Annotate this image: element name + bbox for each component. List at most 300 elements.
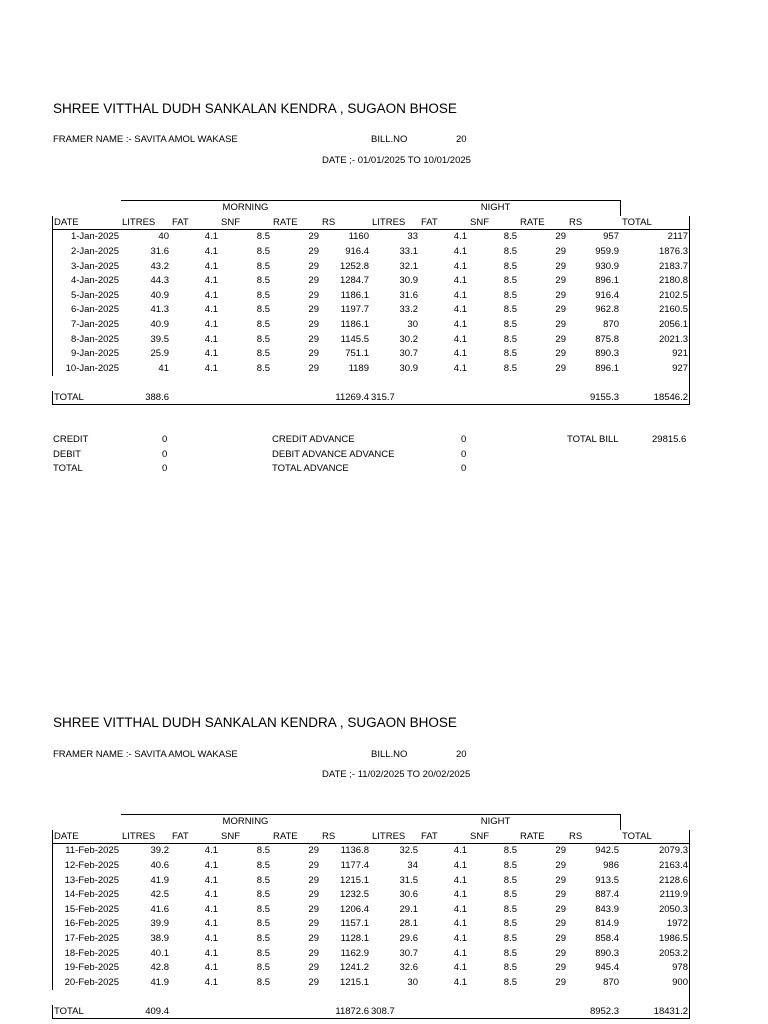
table-row bbox=[53, 931, 690, 946]
cell-morning-snf: 8.5 bbox=[220, 273, 272, 288]
cell-night-rs: 870 bbox=[568, 317, 621, 332]
totals-row bbox=[53, 1004, 690, 1019]
cell-night-rs: 962.8 bbox=[568, 303, 621, 318]
table-row bbox=[53, 844, 690, 859]
cell-night-rate: 29 bbox=[519, 230, 568, 245]
table-row bbox=[53, 244, 690, 259]
cell-night-snf: 8.5 bbox=[469, 303, 519, 318]
cell-morning-litres: 39.5 bbox=[121, 332, 171, 347]
cell-night-rate: 29 bbox=[519, 917, 568, 932]
credit-value: 0 bbox=[162, 434, 168, 445]
cell-morning-snf: 8.5 bbox=[220, 873, 272, 888]
cell-row-total: 2180.8 bbox=[621, 273, 690, 288]
cell-night-rs: 875.8 bbox=[568, 332, 621, 347]
cell-morning-rs: 1232.5 bbox=[321, 887, 371, 902]
table-row bbox=[53, 887, 690, 902]
cell-night-rs: 959.9 bbox=[568, 244, 621, 259]
cell-night-fat: 4.1 bbox=[420, 346, 469, 361]
cell-morning-litres: 39.9 bbox=[121, 917, 171, 932]
cell-date: 18-Feb-2025 bbox=[53, 946, 121, 961]
cell-night-fat: 4.1 bbox=[420, 902, 469, 917]
cell-row-total: 2053.2 bbox=[621, 946, 690, 961]
total-bill-value: 29815.6 bbox=[652, 434, 687, 445]
cell-night-snf: 8.5 bbox=[469, 288, 519, 303]
cell-morning-litres: 41.6 bbox=[121, 902, 171, 917]
cell-night-litres: 30.7 bbox=[371, 946, 420, 961]
cell-morning-fat: 4.1 bbox=[171, 931, 220, 946]
cell-morning-rs: 1252.8 bbox=[321, 259, 371, 274]
cell-night-snf: 8.5 bbox=[469, 361, 519, 376]
cell-morning-litres: 41.9 bbox=[121, 873, 171, 888]
cell-morning-rate: 29 bbox=[272, 361, 321, 376]
cell-night-rs: 896.1 bbox=[568, 361, 621, 376]
total-advance-label: TOTAL ADVANCE bbox=[272, 463, 349, 474]
col-night-rate: RATE bbox=[519, 829, 568, 844]
cell-date: 7-Jan-2025 bbox=[53, 317, 121, 332]
cell-morning-fat: 4.1 bbox=[171, 917, 220, 932]
cell-row-total: 900 bbox=[621, 975, 690, 990]
cell-night-rate: 29 bbox=[519, 259, 568, 274]
cell-morning-snf: 8.5 bbox=[220, 288, 272, 303]
cell-morning-litres: 42.5 bbox=[121, 887, 171, 902]
cell-night-rate: 29 bbox=[519, 273, 568, 288]
cell-morning-snf: 8.5 bbox=[220, 317, 272, 332]
cell-morning-rs: 1284.7 bbox=[321, 273, 371, 288]
col-morning-litres: LITRES bbox=[121, 829, 171, 844]
cell-row-total: 927 bbox=[621, 361, 690, 376]
cell-night-rs: 890.3 bbox=[568, 346, 621, 361]
col-morning-rs: RS bbox=[321, 215, 371, 230]
cell-morning-litres: 41.3 bbox=[121, 303, 171, 318]
cell-morning-rate: 29 bbox=[272, 975, 321, 990]
cell-morning-fat: 4.1 bbox=[171, 902, 220, 917]
cell-morning-snf: 8.5 bbox=[220, 844, 272, 859]
cell-night-fat: 4.1 bbox=[420, 873, 469, 888]
cell-morning-rate: 29 bbox=[272, 960, 321, 975]
spacer-row bbox=[53, 990, 690, 1005]
total-night-rs: 8952.3 bbox=[568, 1004, 621, 1019]
cell-night-rs: 896.1 bbox=[568, 273, 621, 288]
cell-morning-rs: 1206.4 bbox=[321, 902, 371, 917]
debit-advance-label: DEBIT ADVANCE ADVANCE bbox=[272, 449, 395, 460]
total-morning-rs: 11872.6 bbox=[321, 1004, 371, 1019]
table-body bbox=[53, 230, 690, 376]
cell-morning-snf: 8.5 bbox=[220, 960, 272, 975]
cell-morning-litres: 41.9 bbox=[121, 975, 171, 990]
cell-night-litres: 31.5 bbox=[371, 873, 420, 888]
table-row bbox=[53, 960, 690, 975]
cell-morning-rate: 29 bbox=[272, 346, 321, 361]
cell-row-total: 921 bbox=[621, 346, 690, 361]
cell-row-total: 1986.5 bbox=[621, 931, 690, 946]
col-morning-fat: FAT bbox=[171, 829, 220, 844]
cell-morning-rs: 1157.1 bbox=[321, 917, 371, 932]
cell-date: 16-Feb-2025 bbox=[53, 917, 121, 932]
cell-morning-fat: 4.1 bbox=[171, 244, 220, 259]
night-header: NIGHT bbox=[371, 201, 621, 216]
cell-row-total: 1876.3 bbox=[621, 244, 690, 259]
cell-night-fat: 4.1 bbox=[420, 303, 469, 318]
cell-morning-fat: 4.1 bbox=[171, 960, 220, 975]
col-night-snf: SNF bbox=[469, 829, 519, 844]
cell-morning-rs: 1197.7 bbox=[321, 303, 371, 318]
cell-night-rate: 29 bbox=[519, 946, 568, 961]
cell-row-total: 2160.5 bbox=[621, 303, 690, 318]
cell-morning-rate: 29 bbox=[272, 230, 321, 245]
totals-row bbox=[53, 390, 690, 405]
cell-night-rs: 913.5 bbox=[568, 873, 621, 888]
cell-morning-rs: 1145.5 bbox=[321, 332, 371, 347]
cell-morning-fat: 4.1 bbox=[171, 975, 220, 990]
cell-night-rate: 29 bbox=[519, 317, 568, 332]
cell-morning-rs: 1177.4 bbox=[321, 858, 371, 873]
cell-morning-rate: 29 bbox=[272, 873, 321, 888]
cell-row-total: 1972 bbox=[621, 917, 690, 932]
cell-morning-litres: 40.1 bbox=[121, 946, 171, 961]
col-total: TOTAL bbox=[621, 829, 690, 844]
cell-date: 14-Feb-2025 bbox=[53, 887, 121, 902]
cell-row-total: 2119.9 bbox=[621, 887, 690, 902]
cell-night-fat: 4.1 bbox=[420, 230, 469, 245]
col-morning-fat: FAT bbox=[171, 215, 220, 230]
cell-night-rate: 29 bbox=[519, 332, 568, 347]
cell-morning-fat: 4.1 bbox=[171, 230, 220, 245]
cell-night-rs: 890.3 bbox=[568, 946, 621, 961]
credit-advance-label: CREDIT ADVANCE bbox=[272, 434, 355, 445]
cell-night-litres: 30.6 bbox=[371, 887, 420, 902]
cell-night-snf: 8.5 bbox=[469, 317, 519, 332]
table-row bbox=[53, 858, 690, 873]
total-morning-rs: 11269.4 bbox=[321, 390, 371, 405]
col-morning-snf: SNF bbox=[220, 215, 272, 230]
cell-night-rs: 945.4 bbox=[568, 960, 621, 975]
cell-row-total: 2056.1 bbox=[621, 317, 690, 332]
cell-night-rate: 29 bbox=[519, 858, 568, 873]
cell-night-rs: 887.4 bbox=[568, 887, 621, 902]
cell-morning-fat: 4.1 bbox=[171, 858, 220, 873]
table-body bbox=[53, 844, 690, 990]
cell-morning-rs: 916.4 bbox=[321, 244, 371, 259]
cell-date: 11-Feb-2025 bbox=[53, 844, 121, 859]
cell-night-fat: 4.1 bbox=[420, 288, 469, 303]
page-title: SHREE VITTHAL DUDH SANKALAN KENDRA , SUGAON BHOSE bbox=[53, 715, 457, 730]
cell-night-rate: 29 bbox=[519, 288, 568, 303]
table-row bbox=[53, 917, 690, 932]
cell-night-rate: 29 bbox=[519, 931, 568, 946]
cell-morning-snf: 8.5 bbox=[220, 332, 272, 347]
col-night-fat: FAT bbox=[420, 829, 469, 844]
total-morning-litres: 388.6 bbox=[121, 390, 171, 405]
cell-date: 15-Feb-2025 bbox=[53, 902, 121, 917]
cell-morning-litres: 40.6 bbox=[121, 858, 171, 873]
cell-night-fat: 4.1 bbox=[420, 317, 469, 332]
cell-night-litres: 30.9 bbox=[371, 361, 420, 376]
bill-no-label: BILL.NO bbox=[371, 134, 408, 145]
table-row bbox=[53, 361, 690, 376]
column-header-row bbox=[53, 215, 690, 230]
cell-night-rs: 843.9 bbox=[568, 902, 621, 917]
cell-row-total: 2117 bbox=[621, 230, 690, 245]
cell-morning-rate: 29 bbox=[272, 917, 321, 932]
cell-night-fat: 4.1 bbox=[420, 273, 469, 288]
milk-collection-table bbox=[52, 814, 690, 1019]
col-morning-rate: RATE bbox=[272, 215, 321, 230]
morning-header: MORNING bbox=[121, 815, 371, 830]
cell-night-rs: 858.4 bbox=[568, 931, 621, 946]
cell-morning-fat: 4.1 bbox=[171, 288, 220, 303]
cell-morning-rate: 29 bbox=[272, 887, 321, 902]
bill-no-value: 20 bbox=[456, 134, 467, 145]
cell-night-rs: 930.9 bbox=[568, 259, 621, 274]
cell-date: 17-Feb-2025 bbox=[53, 931, 121, 946]
cell-night-rate: 29 bbox=[519, 873, 568, 888]
cell-morning-fat: 4.1 bbox=[171, 946, 220, 961]
cell-row-total: 2183.7 bbox=[621, 259, 690, 274]
cell-morning-snf: 8.5 bbox=[220, 259, 272, 274]
grand-total: 18546.2 bbox=[621, 390, 690, 405]
table-row bbox=[53, 273, 690, 288]
summary-total-value: 0 bbox=[162, 463, 168, 474]
cell-night-snf: 8.5 bbox=[469, 873, 519, 888]
total-night-litres: 308.7 bbox=[371, 1004, 420, 1019]
cell-night-rate: 29 bbox=[519, 346, 568, 361]
cell-row-total: 2079.3 bbox=[621, 844, 690, 859]
cell-morning-rate: 29 bbox=[272, 844, 321, 859]
cell-night-rs: 986 bbox=[568, 858, 621, 873]
cell-row-total: 978 bbox=[621, 960, 690, 975]
cell-morning-rate: 29 bbox=[272, 288, 321, 303]
col-night-rs: RS bbox=[568, 829, 621, 844]
cell-date: 9-Jan-2025 bbox=[53, 346, 121, 361]
debit-advance-value: 0 bbox=[461, 449, 467, 460]
cell-morning-litres: 40.9 bbox=[121, 317, 171, 332]
cell-morning-snf: 8.5 bbox=[220, 346, 272, 361]
cell-night-fat: 4.1 bbox=[420, 931, 469, 946]
table-row bbox=[53, 259, 690, 274]
table-row bbox=[53, 303, 690, 318]
debit-label: DEBIT bbox=[53, 449, 81, 460]
cell-morning-rs: 1136.8 bbox=[321, 844, 371, 859]
cell-date: 2-Jan-2025 bbox=[53, 244, 121, 259]
cell-night-snf: 8.5 bbox=[469, 902, 519, 917]
cell-night-snf: 8.5 bbox=[469, 887, 519, 902]
cell-night-rs: 870 bbox=[568, 975, 621, 990]
col-night-litres: LITRES bbox=[371, 829, 420, 844]
col-night-fat: FAT bbox=[420, 215, 469, 230]
col-night-rate: RATE bbox=[519, 215, 568, 230]
cell-morning-rate: 29 bbox=[272, 259, 321, 274]
cell-morning-fat: 4.1 bbox=[171, 844, 220, 859]
cell-night-rate: 29 bbox=[519, 902, 568, 917]
summary-total-label: TOTAL bbox=[53, 463, 83, 474]
table-row bbox=[53, 346, 690, 361]
cell-morning-rs: 1215.1 bbox=[321, 873, 371, 888]
cell-morning-snf: 8.5 bbox=[220, 931, 272, 946]
cell-morning-snf: 8.5 bbox=[220, 858, 272, 873]
cell-morning-rate: 29 bbox=[272, 244, 321, 259]
total-advance-value: 0 bbox=[461, 463, 467, 474]
cell-night-fat: 4.1 bbox=[420, 361, 469, 376]
cell-night-rate: 29 bbox=[519, 960, 568, 975]
cell-morning-snf: 8.5 bbox=[220, 902, 272, 917]
cell-date: 10-Jan-2025 bbox=[53, 361, 121, 376]
cell-morning-fat: 4.1 bbox=[171, 346, 220, 361]
cell-night-rate: 29 bbox=[519, 975, 568, 990]
table-row bbox=[53, 230, 690, 245]
col-night-rs: RS bbox=[568, 215, 621, 230]
cell-morning-litres: 41 bbox=[121, 361, 171, 376]
cell-night-litres: 32.1 bbox=[371, 259, 420, 274]
spacer-row bbox=[53, 376, 690, 391]
cell-night-litres: 30 bbox=[371, 975, 420, 990]
cell-night-snf: 8.5 bbox=[469, 230, 519, 245]
cell-night-snf: 8.5 bbox=[469, 931, 519, 946]
cell-date: 20-Feb-2025 bbox=[53, 975, 121, 990]
total-night-litres: 315.7 bbox=[371, 390, 420, 405]
cell-morning-snf: 8.5 bbox=[220, 887, 272, 902]
cell-night-litres: 30 bbox=[371, 317, 420, 332]
grand-total: 18431.2 bbox=[621, 1004, 690, 1019]
cell-morning-rs: 1241.2 bbox=[321, 960, 371, 975]
cell-night-litres: 34 bbox=[371, 858, 420, 873]
cell-night-snf: 8.5 bbox=[469, 917, 519, 932]
cell-night-rate: 29 bbox=[519, 361, 568, 376]
cell-night-litres: 32.6 bbox=[371, 960, 420, 975]
cell-night-fat: 4.1 bbox=[420, 917, 469, 932]
cell-date: 4-Jan-2025 bbox=[53, 273, 121, 288]
cell-night-litres: 28.1 bbox=[371, 917, 420, 932]
cell-morning-snf: 8.5 bbox=[220, 975, 272, 990]
cell-night-snf: 8.5 bbox=[469, 975, 519, 990]
cell-morning-rate: 29 bbox=[272, 303, 321, 318]
cell-morning-litres: 43.2 bbox=[121, 259, 171, 274]
cell-night-snf: 8.5 bbox=[469, 346, 519, 361]
cell-night-fat: 4.1 bbox=[420, 332, 469, 347]
cell-morning-rate: 29 bbox=[272, 931, 321, 946]
cell-morning-litres: 40.9 bbox=[121, 288, 171, 303]
cell-morning-rs: 1189 bbox=[321, 361, 371, 376]
cell-morning-rate: 29 bbox=[272, 946, 321, 961]
cell-night-rate: 29 bbox=[519, 244, 568, 259]
cell-night-rate: 29 bbox=[519, 844, 568, 859]
total-morning-litres: 409.4 bbox=[121, 1004, 171, 1019]
cell-night-snf: 8.5 bbox=[469, 946, 519, 961]
cell-morning-fat: 4.1 bbox=[171, 273, 220, 288]
cell-date: 13-Feb-2025 bbox=[53, 873, 121, 888]
cell-morning-litres: 31.6 bbox=[121, 244, 171, 259]
cell-night-litres: 30.2 bbox=[371, 332, 420, 347]
cell-date: 12-Feb-2025 bbox=[53, 858, 121, 873]
col-total: TOTAL bbox=[621, 215, 690, 230]
cell-morning-rs: 1215.1 bbox=[321, 975, 371, 990]
morning-header: MORNING bbox=[121, 201, 371, 216]
cell-morning-fat: 4.1 bbox=[171, 303, 220, 318]
cell-night-fat: 4.1 bbox=[420, 960, 469, 975]
cell-night-fat: 4.1 bbox=[420, 887, 469, 902]
bill-no-label: BILL.NO bbox=[371, 749, 408, 760]
cell-morning-snf: 8.5 bbox=[220, 303, 272, 318]
cell-morning-rate: 29 bbox=[272, 273, 321, 288]
cell-morning-rs: 1186.1 bbox=[321, 317, 371, 332]
cell-date: 5-Jan-2025 bbox=[53, 288, 121, 303]
col-morning-snf: SNF bbox=[220, 829, 272, 844]
cell-night-fat: 4.1 bbox=[420, 259, 469, 274]
cell-morning-litres: 25.9 bbox=[121, 346, 171, 361]
cell-night-snf: 8.5 bbox=[469, 244, 519, 259]
cell-morning-litres: 38.9 bbox=[121, 931, 171, 946]
cell-night-rs: 942.5 bbox=[568, 844, 621, 859]
cell-date: 3-Jan-2025 bbox=[53, 259, 121, 274]
cell-morning-snf: 8.5 bbox=[220, 361, 272, 376]
table-row bbox=[53, 332, 690, 347]
cell-night-litres: 33 bbox=[371, 230, 420, 245]
col-date: DATE bbox=[53, 215, 121, 230]
cell-night-fat: 4.1 bbox=[420, 975, 469, 990]
milk-collection-table bbox=[52, 200, 690, 405]
date-range: DATE ;- 11/02/2025 TO 20/02/2025 bbox=[322, 769, 471, 780]
col-morning-rs: RS bbox=[321, 829, 371, 844]
cell-night-rate: 29 bbox=[519, 887, 568, 902]
cell-morning-snf: 8.5 bbox=[220, 230, 272, 245]
cell-morning-litres: 42.8 bbox=[121, 960, 171, 975]
cell-night-snf: 8.5 bbox=[469, 844, 519, 859]
table-row bbox=[53, 975, 690, 990]
cell-morning-fat: 4.1 bbox=[171, 873, 220, 888]
col-night-snf: SNF bbox=[469, 215, 519, 230]
cell-morning-rate: 29 bbox=[272, 858, 321, 873]
cell-night-snf: 8.5 bbox=[469, 332, 519, 347]
cell-morning-snf: 8.5 bbox=[220, 946, 272, 961]
credit-advance-value: 0 bbox=[461, 434, 467, 445]
cell-morning-snf: 8.5 bbox=[220, 244, 272, 259]
cell-night-litres: 33.2 bbox=[371, 303, 420, 318]
cell-date: 19-Feb-2025 bbox=[53, 960, 121, 975]
header-group-row bbox=[53, 201, 690, 216]
cell-row-total: 2102.5 bbox=[621, 288, 690, 303]
cell-morning-rs: 1162.9 bbox=[321, 946, 371, 961]
cell-night-rate: 29 bbox=[519, 303, 568, 318]
table-row bbox=[53, 946, 690, 961]
cell-morning-litres: 40 bbox=[121, 230, 171, 245]
night-header: NIGHT bbox=[371, 815, 621, 830]
cell-morning-fat: 4.1 bbox=[171, 317, 220, 332]
total-label: TOTAL bbox=[53, 390, 121, 405]
cell-morning-litres: 39.2 bbox=[121, 844, 171, 859]
cell-night-fat: 4.1 bbox=[420, 844, 469, 859]
total-bill-label: TOTAL BILL bbox=[567, 434, 619, 445]
cell-morning-rs: 751.1 bbox=[321, 346, 371, 361]
total-night-rs: 9155.3 bbox=[568, 390, 621, 405]
credit-label: CREDIT bbox=[53, 434, 89, 445]
cell-night-rs: 916.4 bbox=[568, 288, 621, 303]
cell-morning-fat: 4.1 bbox=[171, 259, 220, 274]
cell-row-total: 2050.3 bbox=[621, 902, 690, 917]
cell-date: 8-Jan-2025 bbox=[53, 332, 121, 347]
farmer-name: FRAMER NAME :- SAVITA AMOL WAKASE bbox=[53, 134, 238, 145]
col-night-litres: LITRES bbox=[371, 215, 420, 230]
col-date: DATE bbox=[53, 829, 121, 844]
cell-morning-rs: 1128.1 bbox=[321, 931, 371, 946]
cell-morning-rate: 29 bbox=[272, 317, 321, 332]
cell-night-litres: 30.7 bbox=[371, 346, 420, 361]
cell-morning-litres: 44.3 bbox=[121, 273, 171, 288]
cell-morning-fat: 4.1 bbox=[171, 361, 220, 376]
cell-morning-snf: 8.5 bbox=[220, 917, 272, 932]
cell-row-total: 2128.6 bbox=[621, 873, 690, 888]
cell-night-fat: 4.1 bbox=[420, 244, 469, 259]
cell-morning-rs: 1186.1 bbox=[321, 288, 371, 303]
cell-date: 1-Jan-2025 bbox=[53, 230, 121, 245]
